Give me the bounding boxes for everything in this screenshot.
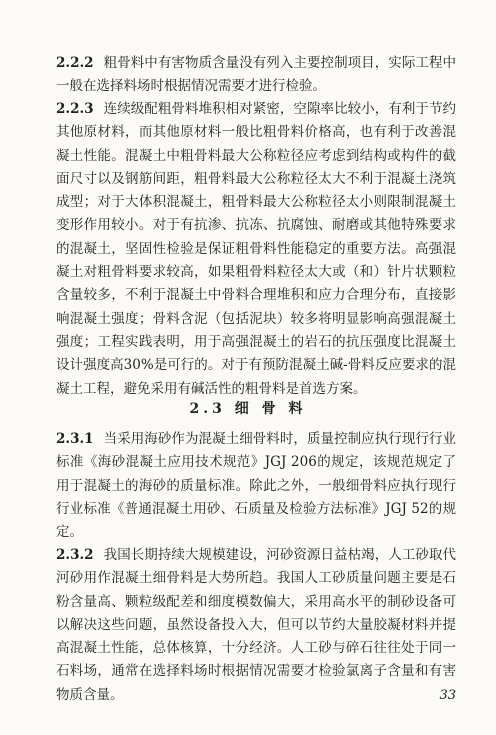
paragraph-2-2-3	[56, 98, 456, 401]
paragraph-2-3-1	[56, 428, 456, 544]
section-heading: 2.3 细 骨 料	[189, 401, 307, 417]
clause-number: 2.2.2	[56, 55, 94, 71]
clause-text: 我国长期持续大规模建设，河砂资源日益枯竭，人工砂取代河砂用作混凝土细骨料是大势所趋。我国人工砂质量问题主要是石粉含量高、颗粒级配差和细度模数偏大，采用高水平的制砂设备可以解决这些问题，虽然设备投入大，但可以节约大量胶凝材料并提高混凝土性能，总体核算，十分经济。人工砂与碎石往往处于同一石料场，通常在选择料场时根据情况需要才检验氯离子含量和有害物质含量。	[56, 547, 456, 703]
paragraph-2-2-2	[56, 52, 456, 99]
paragraph-2-3-2	[56, 544, 456, 707]
clause-text: 粗骨料中有害物质含量没有列入主要控制项目，实际工程中一般在选择料场时根据情况需要才进行检验。	[56, 55, 456, 95]
clause-number: 2.3.2	[56, 547, 94, 563]
clause-number: 2.2.3	[56, 101, 94, 117]
clause-number: 2.3.1	[56, 431, 94, 447]
clause-text: 连续级配粗骨料堆积相对紧密，空隙率比较小，有利于节约其他原材料，而其他原材料一般比粗骨料价格高，也有利于改善混凝土性能。混凝土中粗骨料最大公称粒径应考虑到结构或构件的截面尺寸以及钢筋间距，粗骨料最大公称粒径太大不利于混凝土浇筑成型；对于大体积混凝土，粗骨料最大公称粒径太小则限制混凝土变形作用较小。对于有抗渗、抗冻、抗腐蚀、耐磨或其他特殊要求的混凝土，坚固性检验是保证粗骨料性能稳定的重要方法。高强混凝土对粗骨料要求较高，如果粗骨料粒径太大或（和）针片状颗粒含量较多，不利于混凝土中骨料合理堆积和应力合理分布，直接影响混凝土强度；骨料含泥（包括泥块）较多将明显影响高强混凝土强度；工程实践表明，用于高强混凝土的岩石的抗压强度比混凝土设计强度高30%是可行的。对于有预防混凝土碱-骨料反应要求的混凝土工程，避免采用有碱活性的粗骨料是首选方案。	[56, 101, 456, 397]
page-number: 33	[439, 688, 456, 703]
clause-text: 当采用海砂作为混凝土细骨料时，质量控制应执行现行行业标准《海砂混凝土应用技术规范》JGJ 206的规定，该规范规定了用于混凝土的海砂的质量标准。除此之外，一般细骨料应执行现行行业标准《普通混凝土用砂、石质量及检验方法标准》JGJ 52的规定。	[56, 431, 456, 541]
